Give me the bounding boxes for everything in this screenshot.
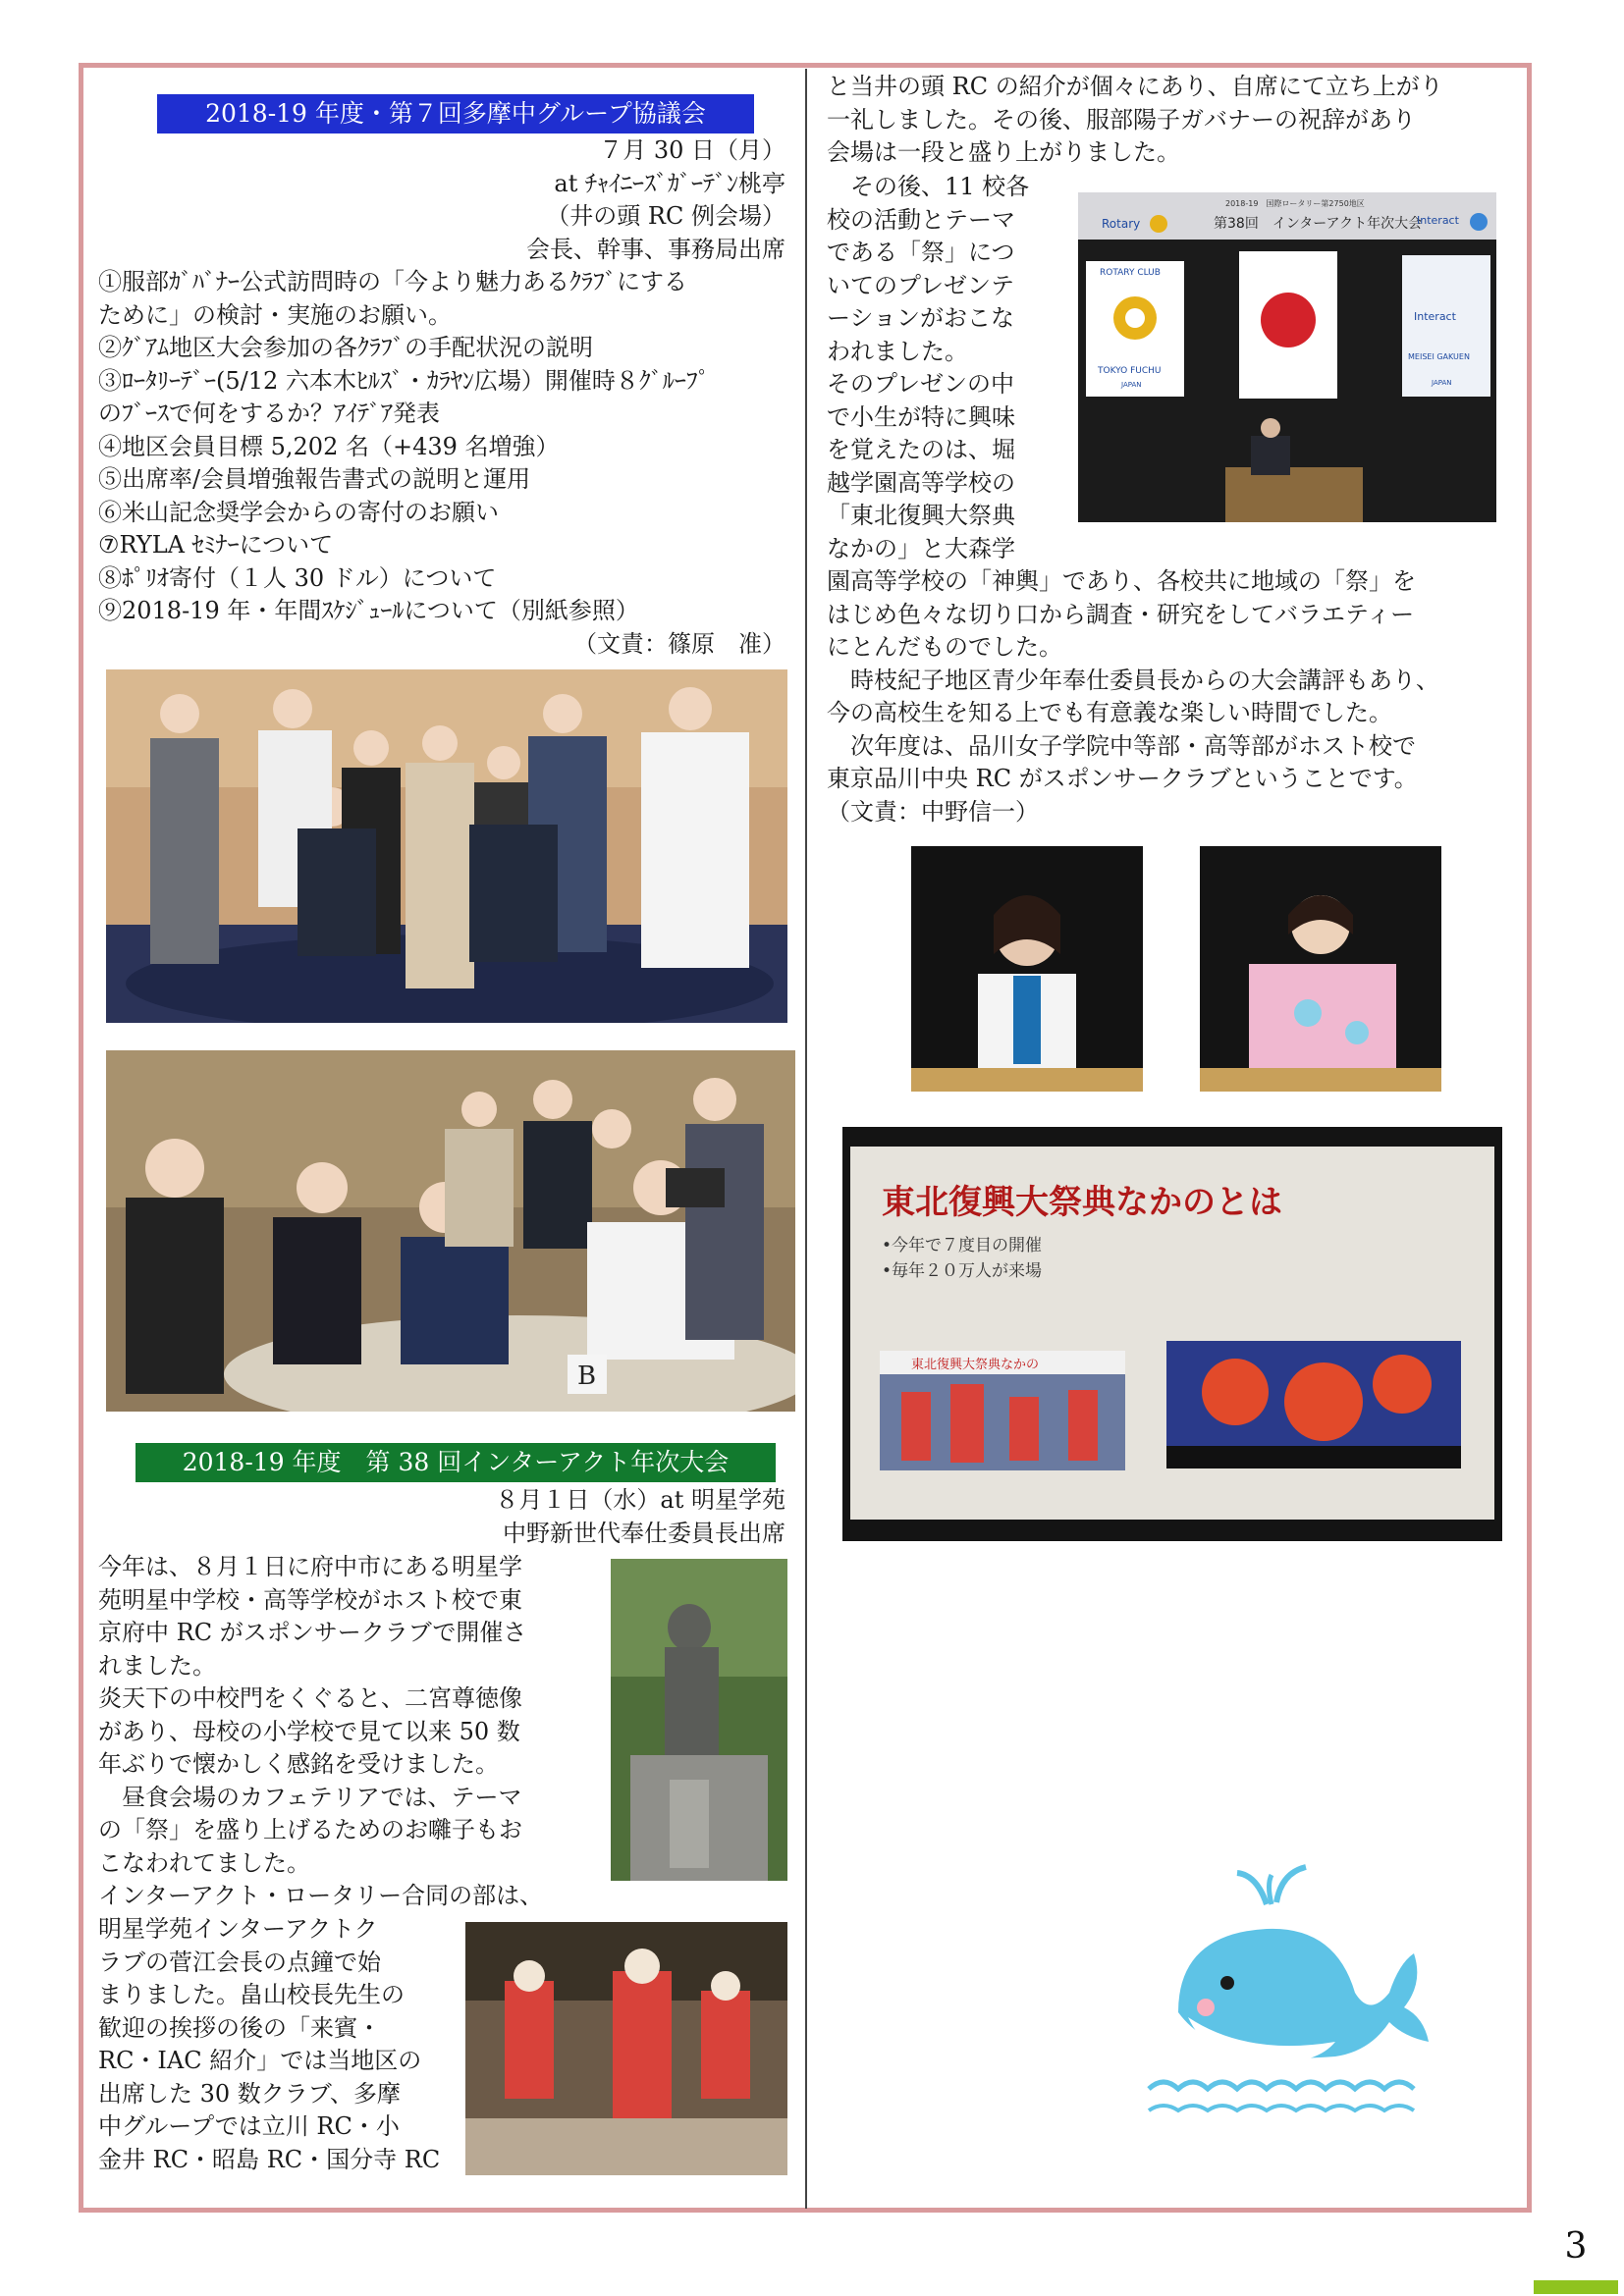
body-line: れました。	[98, 1651, 216, 1680]
interact-wheel-icon	[1470, 213, 1488, 231]
agenda-item: ⑤出席率/会員増強報告書式の説明と運用	[98, 465, 531, 493]
body-line: ラブの菅江会長の点鐘で始	[98, 1948, 381, 1976]
agenda-item: のﾌﾞｰｽで何をするか？ｱｲﾃﾞｱ発表	[98, 400, 440, 427]
right-narrow-text	[827, 171, 1062, 565]
section2-body-b	[98, 1913, 452, 2176]
slide-bullet: •毎年２０万人が来場	[882, 1261, 1043, 1281]
agenda-item: ④地区会員目標 5,202 名（+439 名増強）	[98, 432, 560, 460]
festival-photo	[465, 1922, 787, 2175]
stage-photo	[1078, 192, 1496, 522]
section2-author: （文責：中野信一）	[827, 797, 1039, 826]
section2-body-a	[98, 1551, 609, 1913]
section1-author: （文責：篠原 准）	[573, 630, 785, 658]
body-line: ーションがおこな	[827, 304, 1015, 332]
body-line: 京府中 RC がスポンサークラブで開催さ	[98, 1619, 527, 1646]
slide-title: 東北復興大祭典なかのとは	[882, 1183, 1282, 1222]
body-line: インターアクト・ロータリー合同の部は、	[98, 1882, 544, 1909]
agenda-item: ⑧ﾎﾟﾘｵ寄付（１人 30 ドル）について	[98, 563, 497, 592]
group-photo-1	[106, 669, 787, 1023]
body-line: なかの」と大森学	[827, 534, 1015, 562]
meta-venue-note: （井の頭 RC 例会場）	[546, 202, 785, 230]
body-line: 昼食会場のカフェテリアでは、テーマ	[98, 1783, 522, 1811]
section1-items	[98, 266, 795, 628]
stage-header-small: 2018-19 国際ロータリー第2750地区	[1225, 199, 1365, 208]
svg-text:TOKYO FUCHU: TOKYO FUCHU	[1098, 366, 1162, 376]
body-line: の「祭」を盛り上げるためのお囃子もお	[98, 1816, 522, 1843]
flag-sun-icon	[1261, 293, 1316, 347]
body-line: があり、母校の小学校で見て以来 50 数	[98, 1717, 520, 1745]
body-line: 金井 RC・昭島 RC・国分寺 RC	[98, 2145, 441, 2173]
interact-banner	[1402, 255, 1490, 397]
right-top-text	[827, 71, 1514, 170]
meta-date: ７月 30 日（月）	[599, 136, 785, 164]
meta-venue: at ﾁｬｲﾆｰｽﾞｶﾞｰﾃﾞﾝ桃亭	[554, 169, 785, 197]
svg-text:B: B	[577, 1362, 597, 1391]
agenda-item: ③ﾛｰﾀﾘｰﾃﾞｰ(5/12 六本木ﾋﾙｽﾞ・ｶﾗﾔﾝ広場）開催時８ｸﾞﾙｰﾌﾟ	[98, 366, 710, 395]
agenda-item: ①服部ｶﾞﾊﾞﾅｰ公式訪問時の「今より魅力あるｸﾗﾌﾞにする	[98, 268, 687, 295]
statue-photo	[611, 1559, 787, 1881]
agenda-item: ために」の検討・実施のお願い。	[98, 300, 452, 329]
group-photo-2	[106, 1050, 795, 1412]
body-line: にとんだものでした。	[827, 633, 1062, 661]
body-line: はじめ色々な切り口から調査・研究をしてバラエティー	[827, 600, 1415, 628]
body-line: 東京品川中央 RC がスポンサークラブということです。	[827, 765, 1418, 792]
slide-photo	[842, 1127, 1502, 1541]
slide-bullet: •今年で７度目の開催	[882, 1236, 1043, 1255]
meta-attendees: 会長、幹事、事務局出席	[526, 235, 785, 263]
body-line: 時枝紀子地区青少年奉仕委員長からの大会講評もあり、	[827, 666, 1439, 694]
agenda-item: ⑦RYLA ｾﾐﾅｰについて	[98, 531, 334, 559]
svg-text:MEISEI GAKUEN: MEISEI GAKUEN	[1408, 352, 1470, 361]
body-line: 明星学苑インターアクトク	[98, 1915, 378, 1943]
svg-text:JAPAN: JAPAN	[1432, 379, 1452, 387]
body-line: そのプレゼンの中	[827, 370, 1015, 398]
body-line: 「東北復興大祭典	[827, 502, 1015, 529]
body-line: 今の高校生を知る上でも有意義な楽しい時間でした。	[827, 699, 1392, 726]
body-line: 今年は、８月１日に府中市にある明星学	[98, 1553, 522, 1580]
body-line: われました。	[827, 337, 968, 365]
body-line: まりました。畠山校長先生の	[98, 1981, 405, 2008]
body-line: その後、11 校各	[827, 173, 1030, 200]
agenda-item: ⑥米山記念奨学会からの寄付のお願い	[98, 498, 499, 526]
stage-header-title: 第38回 インターアクト年次大会	[1214, 216, 1423, 232]
body-line: 炎天下の中校門をくぐると、二宮尊徳像	[98, 1684, 522, 1712]
meta-attendee: 中野新世代奉仕委員長出席	[503, 1519, 785, 1547]
svg-text:ROTARY CLUB: ROTARY CLUB	[1100, 268, 1161, 278]
stage-interact-logo-text: Interact	[1417, 214, 1459, 227]
meta-date: ８月１日（水）at 明星学苑	[495, 1486, 785, 1514]
section1-meta	[393, 134, 785, 266]
whale-icon	[1119, 1845, 1443, 2150]
column-divider	[805, 69, 807, 2209]
body-line: 会場は一段と盛り上がりました。	[827, 138, 1180, 166]
body-line: 越学園高等学校の	[827, 468, 1015, 497]
section1-heading: 2018-19 年度・第７回多摩中グループ協議会	[157, 94, 754, 133]
body-line: である「祭」につ	[827, 239, 1015, 266]
rotary-wheel-icon	[1150, 215, 1167, 233]
section2-meta	[393, 1484, 785, 1550]
svg-text:Interact: Interact	[1414, 310, 1456, 323]
body-line: いてのプレゼンテ	[827, 271, 1015, 299]
svg-text:JAPAN: JAPAN	[1121, 381, 1142, 389]
body-line: 歓迎の挨拶の後の「来賓・	[98, 2013, 381, 2042]
body-line: を覚えたのは、堀	[827, 436, 1015, 463]
speaker-photo-student	[1200, 846, 1441, 1092]
body-line: 校の活動とテーマ	[827, 205, 1015, 234]
right-wide-text	[827, 565, 1519, 828]
page-number-bar	[1534, 2280, 1618, 2294]
body-line: 園高等学校の「神輿」であり、各校共に地域の「祭」を	[827, 567, 1416, 595]
body-line: 年ぶりで懐かしく感銘を受けました。	[98, 1750, 499, 1778]
body-line: 一礼しました。その後、服部陽子ガバナーの祝辞があり	[827, 105, 1416, 133]
stage-rotary-logo-text: Rotary	[1102, 217, 1141, 231]
agenda-item: ⑨2018-19 年・年間ｽｹｼﾞｭｰﾙについて（別紙参照）	[98, 597, 639, 624]
body-line: で小生が特に興味	[827, 402, 1015, 431]
body-line: 出席した 30 数クラブ、多摩	[98, 2079, 401, 2108]
body-line: RC・IAC 紹介」では当地区の	[98, 2047, 422, 2074]
body-line: 次年度は、品川女子学院中等部・高等部がホスト校で	[827, 731, 1416, 760]
section2-heading: 2018-19 年度 第 38 回インターアクト年次大会	[135, 1443, 776, 1482]
body-line: こなわれてました。	[98, 1848, 310, 1877]
slide-thumb-label: 東北復興大祭典なかの	[911, 1358, 1040, 1372]
speaker-photo-woman	[911, 846, 1143, 1092]
body-line: と当井の頭 RC の紹介が個々にあり、自席にて立ち上がり	[827, 73, 1443, 100]
body-line: 苑明星中学校・高等学校がホスト校で東	[98, 1585, 522, 1614]
agenda-item: ②ｸﾞｱﾑ地区大会参加の各ｸﾗﾌﾞの手配状況の説明	[98, 334, 593, 361]
page-number: 3	[1564, 2226, 1588, 2267]
body-line: 中グループでは立川 RC・小	[98, 2112, 400, 2140]
